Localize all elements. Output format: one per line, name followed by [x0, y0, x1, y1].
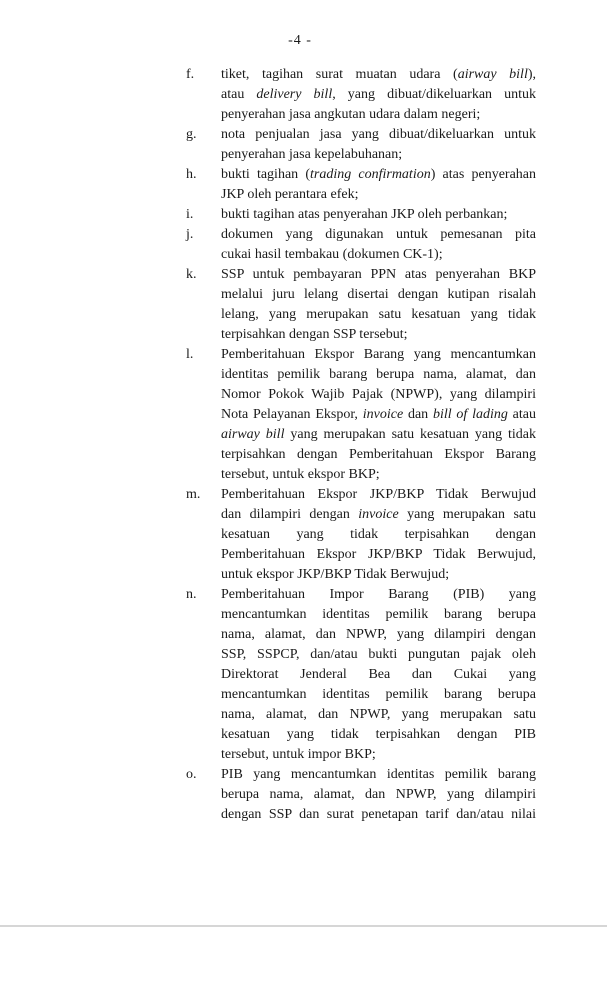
text-segment: dan [403, 407, 433, 422]
list-item-letter: f. [186, 67, 195, 82]
italic-term: airway bill [457, 67, 528, 82]
list-item [186, 265, 536, 345]
text-line [221, 685, 536, 705]
text-line [221, 205, 536, 225]
italic-term: airway bill [221, 427, 285, 442]
text-line [221, 605, 536, 625]
list-item-letter: i. [186, 207, 194, 222]
list-item-letter: j. [186, 227, 194, 242]
text-line [221, 785, 536, 805]
text-segment: ) atas penyerahan [430, 167, 536, 182]
text-line [221, 765, 536, 785]
text-line [221, 625, 536, 645]
text-segment: mencantumkan identitas pemilik barang berupa [221, 687, 536, 702]
list-item [186, 205, 536, 225]
list-item [186, 125, 536, 165]
text-segment: terpisahkan dengan SSP tersebut; [221, 327, 408, 342]
text-segment: Direktorat Jenderal Bea dan Cukai yang [221, 667, 536, 682]
text-segment: kesatuan yang tidak terpisahkan dengan PIB [221, 727, 536, 742]
text-segment: JKP oleh perantara efek; [221, 187, 359, 202]
page-number: -4 - [288, 33, 312, 48]
text-segment: dokumen yang digunakan untuk pemesanan pita [221, 227, 536, 242]
document-list [186, 65, 536, 825]
text-line [221, 725, 536, 745]
text-segment: ), [527, 67, 537, 82]
text-line [221, 345, 536, 365]
text-line [221, 325, 536, 345]
italic-term: invoice [362, 407, 404, 422]
text-line [221, 565, 536, 585]
text-line [221, 485, 536, 505]
text-segment: lelang, yang merupakan satu kesatuan yang tidak [221, 307, 536, 322]
text-segment: , yang dibuat/dikeluarkan untuk [332, 87, 536, 102]
text-line [221, 105, 536, 125]
text-line [221, 65, 536, 85]
list-item-letter: l. [186, 347, 194, 362]
text-segment: SSP untuk pembayaran PPN atas penyerahan BKP [221, 267, 536, 282]
text-segment: Pemberitahuan Impor Barang (PIB) yang [221, 587, 536, 602]
list-item-letter: g. [186, 127, 197, 142]
text-segment: dengan SSP dan surat penetapan tarif dan/atau nilai [221, 807, 536, 822]
text-segment: kesatuan yang tidak terpisahkan dengan [221, 527, 536, 542]
text-line [221, 385, 536, 405]
text-segment: yang merupakan satu kesatuan yang tidak [284, 427, 536, 442]
list-item-letter: o. [186, 767, 197, 782]
list-item-letter: h. [186, 167, 197, 182]
text-line [221, 585, 536, 605]
text-line [221, 285, 536, 305]
italic-term: invoice [358, 507, 399, 522]
text-segment: identitas pemilik barang berupa nama, alamat, dan [221, 367, 536, 382]
text-line [221, 425, 536, 445]
text-line [221, 125, 536, 145]
list-item [186, 225, 536, 265]
text-segment: terpisahkan dengan Pemberitahuan Ekspor Barang [221, 447, 536, 462]
text-segment: SSP, SSPCP, dan/atau bukti pungutan pajak oleh [221, 647, 536, 662]
text-segment: nama, alamat, dan NPWP, yang dilampiri dengan [221, 627, 536, 642]
text-line [221, 225, 536, 245]
text-line [221, 665, 536, 685]
text-segment: Nomor Pokok Wajib Pajak (NPWP), yang dilampiri [221, 387, 536, 402]
italic-term: delivery bill [256, 87, 333, 102]
text-line [221, 745, 536, 765]
text-segment: PIB yang mencantumkan identitas pemilik barang [221, 767, 536, 782]
text-line [221, 265, 536, 285]
text-segment: bukti tagihan atas penyerahan JKP oleh perbankan; [221, 207, 508, 222]
list-item [186, 345, 536, 485]
text-line [221, 405, 536, 425]
page-divider [0, 925, 607, 927]
list-item [186, 485, 536, 585]
text-segment: yang merupakan satu [398, 507, 536, 522]
text-line [221, 365, 536, 385]
italic-term: trading confirmation [309, 167, 431, 182]
text-line [221, 85, 536, 105]
text-segment: melalui juru lelang disertai dengan kutipan risalah [221, 287, 536, 302]
text-line [221, 525, 536, 545]
text-line [221, 705, 536, 725]
text-line [221, 185, 536, 205]
text-line [221, 505, 536, 525]
list-item-letter: k. [186, 267, 197, 282]
list-item [186, 765, 536, 825]
text-segment: berupa nama, alamat, dan NPWP, yang dilampiri [221, 787, 536, 802]
text-segment: atau [507, 407, 536, 422]
text-segment: nota penjualan jasa yang dibuat/dikeluarkan untuk [221, 127, 536, 142]
text-segment: penyerahan jasa angkutan udara dalam negeri; [221, 107, 481, 122]
text-segment: tiket, tagihan surat muatan udara ( [221, 67, 458, 82]
text-segment: Pemberitahuan Ekspor JKP/BKP Tidak Berwujud, [221, 547, 536, 562]
text-segment: Nota Pelayanan Ekspor, [221, 407, 363, 422]
text-line [221, 245, 536, 265]
text-line [221, 465, 536, 485]
text-segment: tersebut, untuk impor BKP; [221, 747, 376, 762]
text-segment: Pemberitahuan Ekspor JKP/BKP Tidak Berwujud [221, 487, 536, 502]
text-line [221, 305, 536, 325]
text-segment: atau [221, 87, 257, 102]
italic-term: bill of lading [432, 407, 508, 422]
text-segment: dan dilampiri dengan [221, 507, 359, 522]
text-segment: tersebut, untuk ekspor BKP; [221, 467, 380, 482]
text-segment: nama, alamat, dan NPWP, yang merupakan satu [221, 707, 536, 722]
text-segment: mencantumkan identitas pemilik barang berupa [221, 607, 536, 622]
text-segment: untuk ekspor JKP/BKP Tidak Berwujud; [221, 567, 450, 582]
text-segment: penyerahan jasa kepelabuhanan; [221, 147, 403, 162]
text-line [221, 645, 536, 665]
text-line [221, 165, 536, 185]
text-line [221, 545, 536, 565]
text-line [221, 805, 536, 825]
text-line [221, 145, 536, 165]
list-item [186, 165, 536, 205]
list-item [186, 65, 536, 125]
list-item [186, 585, 536, 765]
text-line [221, 445, 536, 465]
text-segment: cukai hasil tembakau (dokumen CK-1); [221, 247, 443, 262]
list-item-letter: n. [186, 587, 197, 602]
text-segment: bukti tagihan ( [221, 167, 310, 182]
list-item-letter: m. [186, 487, 201, 502]
text-segment: Pemberitahuan Ekspor Barang yang mencantumkan [221, 347, 536, 362]
